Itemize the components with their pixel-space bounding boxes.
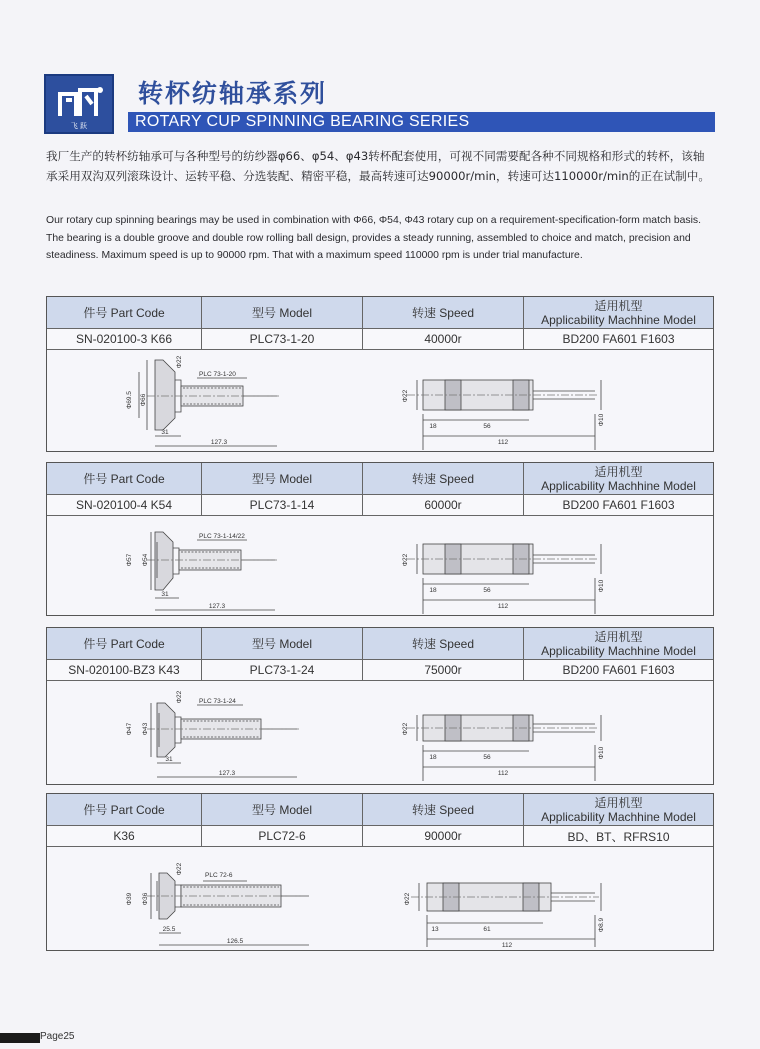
callout-label: PLC 73-1-14/22 xyxy=(199,533,245,540)
page-number: Page25 xyxy=(40,1031,75,1042)
dim-inner: Φ36 xyxy=(142,892,149,906)
header-part-code: 件号 Part Code xyxy=(47,463,202,495)
header-model: 型号 Model xyxy=(202,628,363,660)
header-part-code: 件号 Part Code xyxy=(47,297,202,329)
dim-outer: Φ39 xyxy=(126,892,133,906)
technical-drawing xyxy=(47,516,713,615)
cup-drawing xyxy=(147,873,311,945)
bearing-drawing xyxy=(411,883,601,947)
header-machine: 适用机型 Applicability Machhine Model xyxy=(524,297,714,329)
shaft-dia: Φ10 xyxy=(598,579,605,593)
header-speed: 转速 Speed xyxy=(363,297,524,329)
intro-paragraph-cn: 我厂生产的转杯纺轴承可与各种型号的纺纱器φ66、φ54、φ43转杯配套使用，可视不同需要配各种不同规格和形式的转杯，该轴承采用双沟双列滚珠设计、运转平稳、分选装配、精密平稳，最高转速可达90000r/min，转速可达110000r/min的正在试制中。 xyxy=(46,149,710,183)
spec-table xyxy=(47,463,713,516)
bearing-dia: Φ22 xyxy=(402,553,409,567)
model-value: PLC73-1-24 xyxy=(202,660,363,681)
dim-length: 127.3 xyxy=(218,770,236,777)
shaft-dia: Φ10 xyxy=(598,746,605,760)
technical-drawing xyxy=(47,681,713,784)
speed-value: 60000r xyxy=(363,495,524,516)
machine-value: BD200 FA601 F1603 xyxy=(524,329,714,350)
dim-outer: Φ47 xyxy=(126,722,133,736)
cup-drawing xyxy=(147,532,277,610)
speed-value: 90000r xyxy=(363,826,524,847)
speed-value: 75000r xyxy=(363,660,524,681)
page-marker xyxy=(0,1033,40,1043)
machine-value: BD200 FA601 F1603 xyxy=(524,660,714,681)
product-block xyxy=(46,296,714,452)
header-part-code: 件号 Part Code xyxy=(47,628,202,660)
spec-table xyxy=(47,297,713,350)
dim-outer: Φ69.5 xyxy=(126,391,133,409)
part-code-value: SN-020100-BZ3 K43 xyxy=(47,660,202,681)
dim-a: 18 xyxy=(429,587,437,594)
callout-label: PLC 73-1-24 xyxy=(199,698,236,705)
header-machine: 适用机型 Applicability Machhine Model xyxy=(524,628,714,660)
dim-offset: 31 xyxy=(161,429,169,436)
speed-value: 40000r xyxy=(363,329,524,350)
dim-total: 112 xyxy=(501,942,513,949)
dim-b: 56 xyxy=(483,423,491,430)
callout-label: PLC 73-1-20 xyxy=(199,371,236,378)
part-code-value: SN-020100-4 K54 xyxy=(47,495,202,516)
machine-value: BD200 FA601 F1603 xyxy=(524,495,714,516)
dim-a: 18 xyxy=(429,423,437,430)
model-value: PLC73-1-20 xyxy=(202,329,363,350)
machine-value: BD、BT、RFRS10 xyxy=(524,826,714,847)
dim-offset: 31 xyxy=(165,756,173,763)
shaft-dia: Φ8.9 xyxy=(598,917,605,933)
shaft-dia: Φ10 xyxy=(598,413,605,427)
dim-b: 56 xyxy=(483,587,491,594)
page-title-cn: 转杯纺轴承系列 xyxy=(138,79,328,108)
header-speed: 转速 Speed xyxy=(363,794,524,826)
dim-length: 127.3 xyxy=(208,603,226,610)
header-part-code: 件号 Part Code xyxy=(47,794,202,826)
header-speed: 转速 Speed xyxy=(363,628,524,660)
product-block xyxy=(46,793,714,951)
header-model: 型号 Model xyxy=(202,463,363,495)
dim-inner: Φ54 xyxy=(142,553,149,567)
dim-b: 61 xyxy=(483,926,491,933)
header-model: 型号 Model xyxy=(202,297,363,329)
header-model: 型号 Model xyxy=(202,794,363,826)
cup-drawing xyxy=(147,703,299,777)
dim-b: 56 xyxy=(483,754,491,761)
callout-label: PLC 72-6 xyxy=(205,872,233,879)
title-banner xyxy=(128,112,715,132)
part-code-value: K36 xyxy=(47,826,202,847)
dim-length: 126.5 xyxy=(226,938,244,945)
technical-drawing xyxy=(47,847,713,950)
technical-drawing xyxy=(47,350,713,451)
intro-paragraph-en: Our rotary cup spinning bearings may be used in combination with Φ66, Φ54, Φ43 rotary cup on a requirement-specification-form match basis. The bearing is a double groove and double row rolling ball design, provides a steady running, assembled to choice and match, precision and steadiness. Maximum speed is up to 90000 rpm. That with a maximum speed 110000 rpm is under trial manufacture. xyxy=(46,215,701,261)
dim-total: 112 xyxy=(497,439,509,446)
dim-inner: Φ66 xyxy=(140,393,147,407)
dim-a: 18 xyxy=(429,754,437,761)
dim-neck: Φ22 xyxy=(176,690,183,704)
product-block xyxy=(46,462,714,616)
dim-neck: Φ22 xyxy=(176,862,183,876)
dim-neck: Φ22 xyxy=(176,355,183,369)
dim-length: 127.3 xyxy=(210,439,228,446)
company-logo xyxy=(44,74,114,134)
dim-outer: Φ57 xyxy=(126,553,133,567)
model-value: PLC72-6 xyxy=(202,826,363,847)
product-block xyxy=(46,627,714,785)
dim-offset: 25.5 xyxy=(162,926,176,933)
spec-table xyxy=(47,628,713,681)
bearing-dia: Φ22 xyxy=(404,892,411,906)
dim-total: 112 xyxy=(497,603,509,610)
page-title-en: ROTARY CUP SPINNING BEARING SERIES xyxy=(135,113,470,130)
bearing-dia: Φ22 xyxy=(402,722,409,736)
part-code-value: SN-020100-3 K66 xyxy=(47,329,202,350)
dim-total: 112 xyxy=(497,770,509,777)
bearing-dia: Φ22 xyxy=(402,389,409,403)
spec-table xyxy=(47,794,713,847)
svg-text:飞 跃: 飞 跃 xyxy=(70,122,88,130)
model-value: PLC73-1-14 xyxy=(202,495,363,516)
dim-inner: Φ43 xyxy=(142,722,149,736)
header-machine: 适用机型 Applicability Machhine Model xyxy=(524,794,714,826)
dim-offset: 31 xyxy=(161,591,169,598)
header-speed: 转速 Speed xyxy=(363,463,524,495)
header-machine: 适用机型 Applicability Machhine Model xyxy=(524,463,714,495)
dim-a: 13 xyxy=(431,926,439,933)
